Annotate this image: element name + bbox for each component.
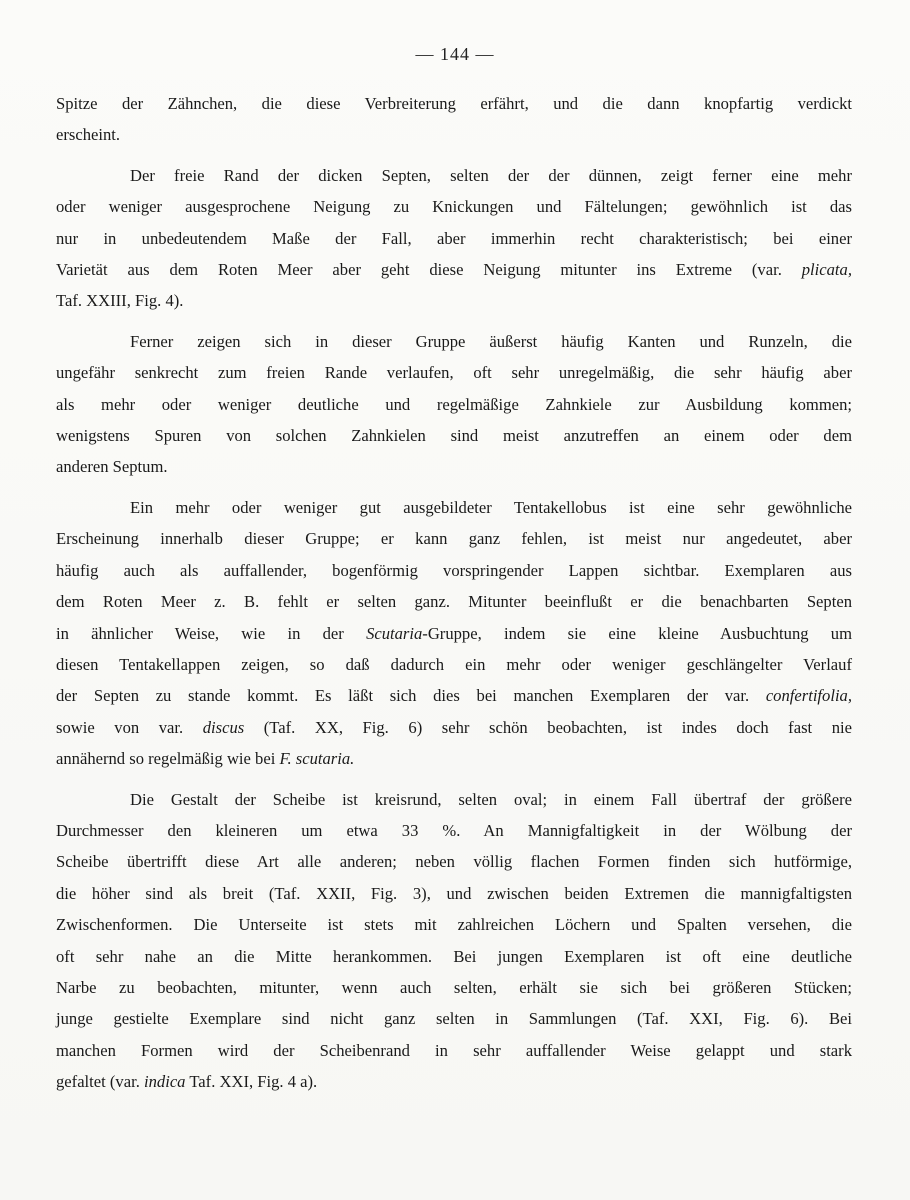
- italic-term: Scutaria: [366, 623, 423, 643]
- text-run: Erscheinung innerhalb dieser Gruppe; er kann ganz fehlen, ist meist nur angedeutet, aber: [56, 529, 852, 549]
- text-line: [56, 254, 852, 285]
- text-run: häufig auch als auffallender, bogenförmig vorspringender Lappen sichtbar. Exemplaren aus: [56, 560, 852, 580]
- text-line: [56, 88, 852, 119]
- italic-term: F. scutaria.: [279, 749, 355, 769]
- body-text: [56, 88, 852, 1098]
- text-line: [56, 1066, 852, 1097]
- text-line: [56, 878, 852, 909]
- text-line: [56, 555, 852, 586]
- text-run: (Taf. XX, Fig. 6) sehr schön beobachten, ist indes doch fast nie: [244, 717, 852, 737]
- text-line: [56, 523, 852, 554]
- text-line: [56, 326, 852, 357]
- text-line: [56, 492, 852, 523]
- text-run: in ähnlicher Weise, wie in der: [56, 623, 367, 643]
- text-line: [56, 119, 852, 150]
- text-line: [56, 1003, 852, 1034]
- paragraph: [56, 784, 852, 1098]
- text-line: [56, 680, 852, 711]
- italic-term: indica: [144, 1072, 186, 1092]
- text-line: [56, 618, 852, 649]
- text-line: [56, 743, 852, 774]
- page-number: — 144 —: [415, 44, 495, 64]
- paragraph: [56, 326, 852, 483]
- text-line: [56, 586, 852, 617]
- text-run: Ferner zeigen sich in dieser Gruppe äußerst häufig Kanten und Runzeln, die: [130, 331, 852, 351]
- text-run: Narbe zu beobachten, mitunter, wenn auch selten, erhält sie sich bei größeren Stücken;: [56, 977, 852, 997]
- text-line: [56, 846, 852, 877]
- text-line: [56, 191, 852, 222]
- text-run: Der freie Rand der dicken Septen, selten der der dünnen, zeigt ferner eine mehr: [130, 165, 852, 185]
- text-line: [56, 815, 852, 846]
- italic-term: confertifolia,: [765, 686, 852, 706]
- text-run: als mehr oder weniger deutliche und regelmäßige Zahnkiele zur Ausbildung kommen;: [56, 394, 852, 414]
- text-run: der Septen zu stande kommt. Es läßt sich dies bei manchen Exemplaren der var.: [56, 686, 766, 706]
- paragraph: [56, 492, 852, 775]
- text-run: wenigstens Spuren von solchen Zahnkielen sind meist anzutreffen an einem oder dem: [56, 426, 852, 446]
- text-line: [56, 712, 852, 743]
- italic-term: discus: [202, 717, 245, 737]
- text-run: Spitze der Zähnchen, die diese Verbreiterung erfährt, und die dann knopfartig verdickt: [56, 94, 852, 113]
- text-run: dem Roten Meer z. B. fehlt er selten ganz. Mitunter beeinflußt er die benachbarten Septen: [56, 592, 852, 612]
- text-line: [56, 285, 852, 316]
- text-run: diesen Tentakellappen zeigen, so daß dadurch ein mehr oder weniger geschlängelter Verlauf: [56, 654, 852, 674]
- text-run: Ein mehr oder weniger gut ausgebildeter Tentakellobus ist eine sehr gewöhnliche: [130, 497, 852, 517]
- paragraph: [56, 88, 852, 151]
- text-run: oder weniger ausgesprochene Neigung zu Knickungen und Fältelungen; gewöhnlich ist das: [56, 197, 852, 217]
- text-run: Scheibe übertrifft diese Art alle anderen; neben völlig flachen Formen finden sich hutförmige,: [56, 852, 852, 872]
- text-line: [56, 941, 852, 972]
- text-run: Die Gestalt der Scheibe ist kreisrund, selten oval; in einem Fall übertraf der größere: [130, 789, 852, 809]
- text-run: gefaltet (var.: [56, 1072, 144, 1092]
- text-run: junge gestielte Exemplare sind nicht ganz selten in Sammlungen (Taf. XXI, Fig. 6). Bei: [56, 1009, 852, 1029]
- text-line: [56, 1035, 852, 1066]
- text-run: sowie von var.: [56, 717, 203, 737]
- text-line: [56, 909, 852, 940]
- text-run: die höher sind als breit (Taf. XXII, Fig. 3), und zwischen beiden Extremen die mannigfaltigsten: [56, 883, 852, 903]
- text-run: Taf. XXIII, Fig. 4).: [56, 291, 184, 311]
- italic-term: plicata,: [801, 260, 852, 280]
- text-line: [56, 972, 852, 1003]
- text-line: [56, 389, 852, 420]
- text-run: nur in unbedeutendem Maße der Fall, aber immerhin recht charakteristisch; bei einer: [56, 228, 852, 248]
- text-run: ungefähr senkrecht zum freien Rande verlaufen, oft sehr unregelmäßig, die sehr häufig aber: [56, 363, 852, 383]
- text-run: annähernd so regelmäßig wie bei: [56, 749, 280, 769]
- text-line: [56, 649, 852, 680]
- text-run: anderen Septum.: [56, 457, 168, 477]
- text-run: Durchmesser den kleineren um etwa 33 %. An Mannigfaltigkeit in der Wölbung der: [56, 820, 852, 840]
- text-run: Taf. XXI, Fig. 4 a).: [185, 1072, 318, 1092]
- text-line: [56, 451, 852, 482]
- text-run: manchen Formen wird der Scheibenrand in sehr auffallender Weise gelappt und stark: [56, 1040, 852, 1060]
- text-line: [56, 223, 852, 254]
- text-line: [56, 784, 852, 815]
- text-line: [56, 420, 852, 451]
- paragraph: [56, 160, 852, 317]
- text-line: [56, 357, 852, 388]
- text-line: [56, 160, 852, 191]
- text-run: -Gruppe, indem sie eine kleine Ausbuchtung um: [422, 623, 852, 643]
- text-run: Varietät aus dem Roten Meer aber geht diese Neigung mitunter ins Extreme (var.: [56, 260, 802, 280]
- text-run: erscheint.: [56, 125, 121, 145]
- text-run: oft sehr nahe an die Mitte herankommen. Bei jungen Exemplaren ist oft eine deutliche: [56, 946, 852, 966]
- text-run: Zwischenformen. Die Unterseite ist stets mit zahlreichen Löchern und Spalten versehen, die: [56, 915, 852, 935]
